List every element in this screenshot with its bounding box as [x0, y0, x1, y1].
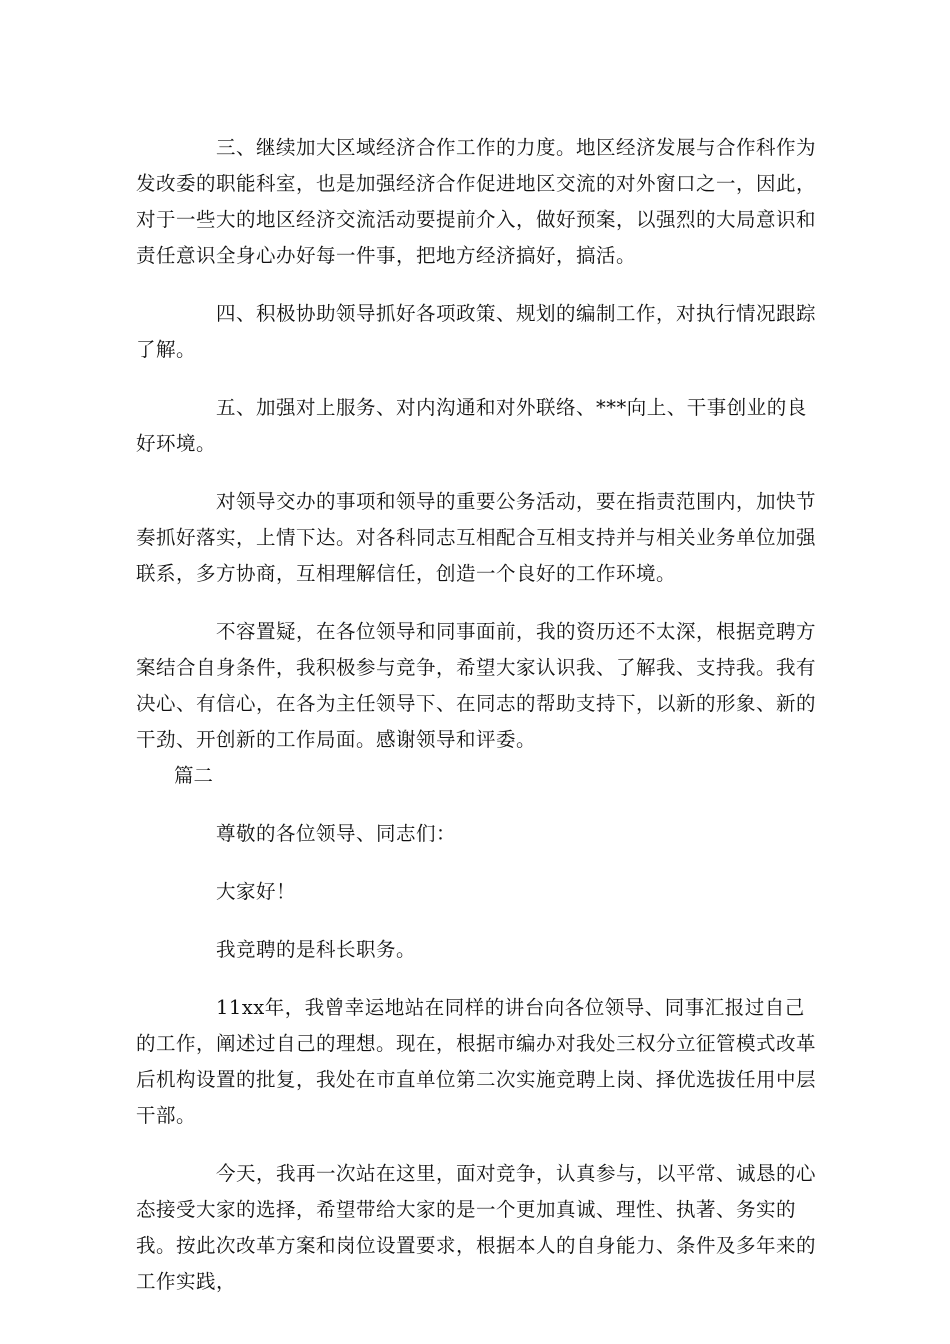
section-heading: 篇二	[174, 764, 214, 787]
greeting: 大家好！	[216, 880, 297, 903]
paragraph: 四、积极协助领导抓好各项政策、规划的编制工作，对执行情况跟踪了解。	[136, 302, 817, 361]
paragraph: 不容置疑，在各位领导和同事面前，我的资历还不太深，根据竞聘方案结合自身条件，我积极参与竞争，希望大家认识我、了解我、支持我。我有决心、有信心，在各为主任领导下、在同志的帮助支持下，以新的形象、新的干劲、开创新的工作局面。感谢领导和评委。	[136, 620, 817, 751]
paragraph: 三、继续加大区域经济合作工作的力度。地区经济发展与合作科作为发改委的职能科室，也是加强经济合作促进地区交流的对外窗口之一，因此，对于一些大的地区经济交流活动要提前介入，做好预案，以强烈的大局意识和责任意识全身心办好每一件事，把地方经济搞好，搞活。	[136, 136, 817, 267]
paragraph: 对领导交办的事项和领导的重要公务活动，要在指责范围内，加快节奏抓好落实，上情下达。对各科同志互相配合互相支持并与相关业务单位加强联系，多方协商，互相理解信任，创造一个良好的工作环境。	[136, 490, 817, 585]
paragraph: 11xx年，我曾幸运地站在同样的讲台向各位领导、同事汇报过自己的工作，阐述过自己的理想。现在，根据市编办对我处三权分立征管模式改革后机构设置的批复，我处在市直单位第二次实施竞聘上岗、择优选拔任用中层干部。	[136, 996, 817, 1127]
document-page	[136, 130, 818, 1300]
salutation: 尊敬的各位领导、同志们：	[216, 822, 457, 845]
paragraph: 五、加强对上服务、对内沟通和对外联络、***向上、干事创业的良好环境。	[136, 396, 807, 455]
paragraph: 我竞聘的是科长职务。	[216, 938, 417, 961]
paragraph: 今天，我再一次站在这里，面对竞争，认真参与，以平常、诚恳的心态接受大家的选择，希望带给大家的是一个更加真诚、理性、执著、务实的我。按此次改革方案和岗位设置要求，根据本人的自身能力、条件及多年来的工作实践，	[136, 1162, 817, 1293]
